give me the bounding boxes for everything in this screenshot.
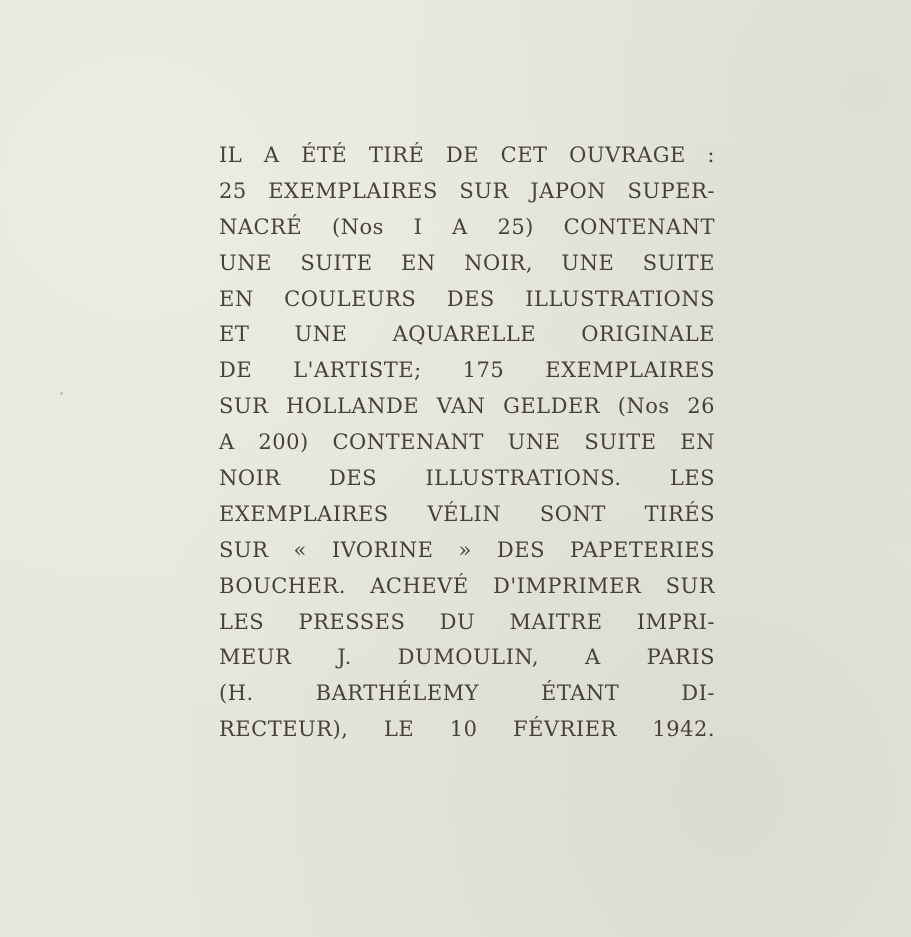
colophon-line: SUR « IVORINE » DES PAPETERIES <box>219 537 715 562</box>
colophon-line: NACRÉ (Nos I A 25) CONTENANT <box>219 214 715 239</box>
colophon-line: MEUR J. DUMOULIN, A PARIS <box>219 645 715 670</box>
colophon-line: DE L'ARTISTE; 175 EXEMPLAIRES <box>219 358 715 383</box>
colophon-line: 25 EXEMPLAIRES SUR JAPON SUPER- <box>219 178 715 203</box>
colophon-line: BOUCHER. ACHEVÉ D'IMPRIMER SUR <box>219 573 715 598</box>
colophon-line: ET UNE AQUARELLE ORIGINALE <box>219 322 715 347</box>
colophon-line: RECTEUR), LE 10 FÉVRIER 1942. <box>219 717 715 742</box>
colophon-line: (H. BARTHÉLEMY ÉTANT DI- <box>219 681 715 706</box>
colophon-line: EN COULEURS DES ILLUSTRATIONS <box>219 286 715 311</box>
paper-speck <box>60 392 63 395</box>
colophon-line: NOIR DES ILLUSTRATIONS. LES <box>219 466 715 491</box>
colophon-line: LES PRESSES DU MAITRE IMPRI- <box>219 609 715 634</box>
colophon-line: UNE SUITE EN NOIR, UNE SUITE <box>219 250 715 275</box>
colophon-line: SUR HOLLANDE VAN GELDER (Nos 26 <box>219 394 715 419</box>
colophon-line: IL A ÉTÉ TIRÉ DE CET OUVRAGE : <box>219 143 715 167</box>
colophon-line: A 200) CONTENANT UNE SUITE EN <box>219 430 715 455</box>
colophon-line: EXEMPLAIRES VÉLIN SONT TIRÉS <box>219 501 715 526</box>
colophon-text-block <box>219 138 715 748</box>
